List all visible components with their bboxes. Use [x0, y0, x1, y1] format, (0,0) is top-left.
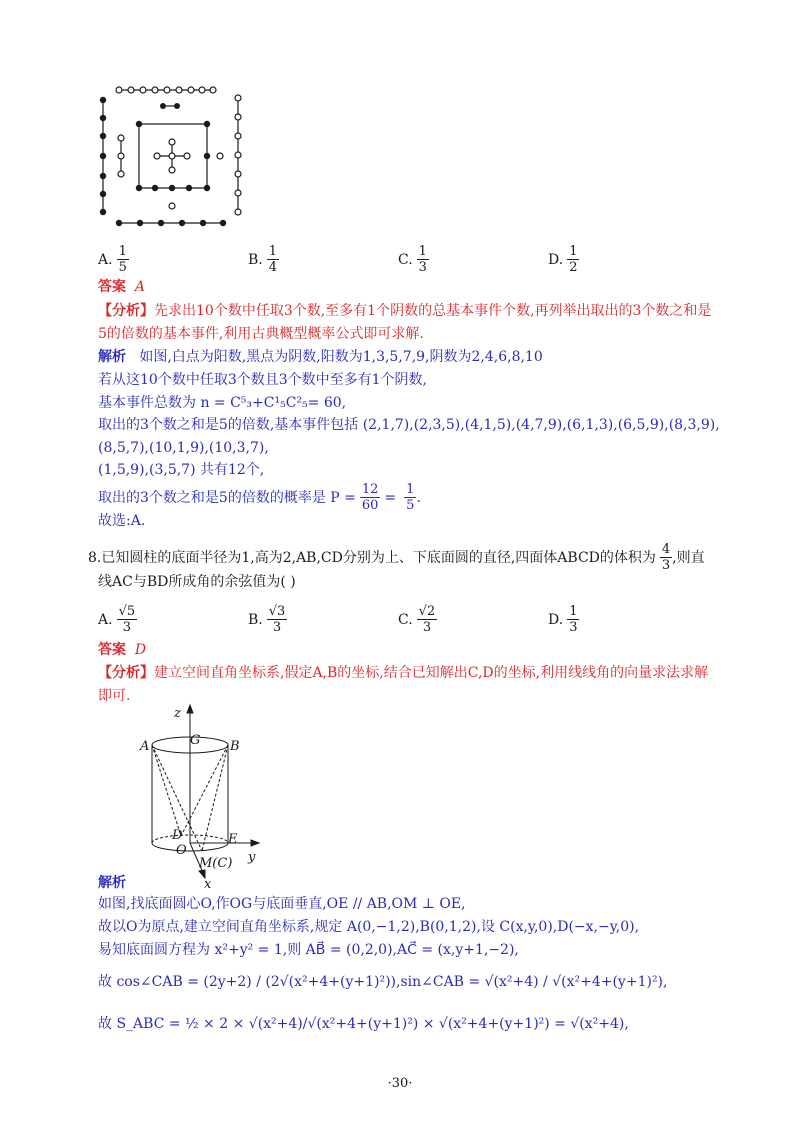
- q8-option-c: C. $\frac{√2}{3}$: [398, 604, 436, 635]
- q7-analysis: 【分析】先求出10个数中任取3个数,至多有1个阴数的总基本事件个数,再列举出取出的3个数之和是: [98, 303, 712, 319]
- q8-solution-label: 解析: [98, 875, 126, 891]
- svg-text:O: O: [176, 843, 187, 858]
- svg-text:G: G: [190, 733, 201, 748]
- probability-fraction-1-5: $\frac{1}{5}$: [406, 482, 415, 513]
- probability-fraction-12-60: $\frac{12}{60}$: [361, 482, 379, 513]
- q7-solution-line2: 若从这10个数中任取3个数且3个数中至多有1个阴数,: [98, 372, 427, 388]
- q8-option-d: D. $\frac{1}{3}$: [548, 604, 578, 635]
- q8-analysis-cont: 即可.: [98, 688, 131, 704]
- luoshu-figure: [95, 84, 255, 230]
- q8-answer: 答案 D: [98, 642, 147, 658]
- q8-option-a: A. $\frac{√5}{3}$: [98, 604, 136, 635]
- q8-stem-cont: 线AC与BD所成角的余弦值为( ): [98, 574, 296, 590]
- svg-text:B: B: [230, 739, 240, 754]
- q8-option-b: B. $\frac{√3}{3}$: [248, 604, 286, 635]
- q8-analysis: 【分析】建立空间直角坐标系,假定A,B的坐标,结合已知解出C,D的坐标,利用线线角的向量求法求解: [98, 665, 709, 681]
- q7-solution-line8: 故选:A.: [98, 513, 146, 529]
- q7-solution: 解析 如图,白点为阳数,黑点为阴数,阳数为1,3,5,7,9,阴数为2,4,6,8,10: [98, 349, 543, 365]
- svg-text:D: D: [172, 828, 183, 843]
- q8-solution-line4: 故 cos∠CAB = (2y+2) / (2√(x²+4+(y+1)²)),sin∠CAB = √(x²+4) / √(x²+4+(y+1)²),: [98, 974, 668, 990]
- q7-option-b: B. $\frac{1}{4}$: [248, 244, 278, 275]
- q8-solution-line1: 如图,找底面圆心O,作OG与底面垂直,OE // AB,OM ⊥ OE,: [98, 896, 466, 912]
- q8-solution-line2: 故以O为原点,建立空间直角坐标系,规定 A(0,−1,2),B(0,1,2),设 C(x,y,0),D(−x,−y,0),: [98, 919, 640, 935]
- q7-option-d: D. $\frac{1}{2}$: [548, 244, 578, 275]
- q8-solution-line3: 易知底面圆方程为 x²+y² = 1,则 AB⃗ = (0,2,0),AC⃗ = (x,y+1,−2),: [98, 942, 519, 958]
- q7-solution-line6: (1,5,9),(3,5,7) 共有12个,: [98, 462, 265, 478]
- page-number: ·30·: [387, 1076, 413, 1091]
- svg-text:y: y: [248, 850, 256, 865]
- q7-solution-line5: (8,5,7),(10,1,9),(10,3,7),: [98, 440, 269, 456]
- svg-text:x: x: [204, 877, 212, 889]
- q7-analysis-cont: 5的倍数的基本事件,利用古典概型概率公式即可求解.: [98, 326, 424, 342]
- svg-text:M(C): M(C): [199, 856, 233, 871]
- q7-solution-line3: 基本事件总数为 n = C⁵₃+C¹₅C²₅= 60,: [98, 395, 347, 411]
- q7-solution-line4: 取出的3个数之和是5的倍数,基本事件包括 (2,1,7),(2,3,5),(4,1,5),(4,7,9),(6,1,3),(6,5,9),(8,3,9),: [98, 417, 720, 433]
- q8-stem: 8.已知圆柱的底面半径为1,高为2,AB,CD分别为上、下底面圆的直径,四面体ABCD的体积为 $\frac{4}{3}$ ,则直: [88, 542, 705, 573]
- cylinder-figure: [138, 703, 268, 889]
- q7-answer: 答案 A: [98, 279, 146, 295]
- q7-option-a: A. $\frac{1}{5}$: [98, 244, 127, 275]
- svg-text:A: A: [140, 739, 150, 754]
- q7-option-c: C. $\frac{1}{3}$: [398, 244, 427, 275]
- q8-solution-line5: 故 S_ABC = ½ × 2 × √(x²+4)/√(x²+4+(y+1)²) × √(x²+4+(y+1)²) = √(x²+4),: [98, 1016, 629, 1032]
- svg-text:z: z: [174, 706, 181, 721]
- svg-text:E: E: [228, 832, 238, 847]
- q7-solution-line7: 取出的3个数之和是5的倍数的概率是 P = $\frac{12}{60}$ = $\frac{1}{5}$ .: [98, 482, 421, 513]
